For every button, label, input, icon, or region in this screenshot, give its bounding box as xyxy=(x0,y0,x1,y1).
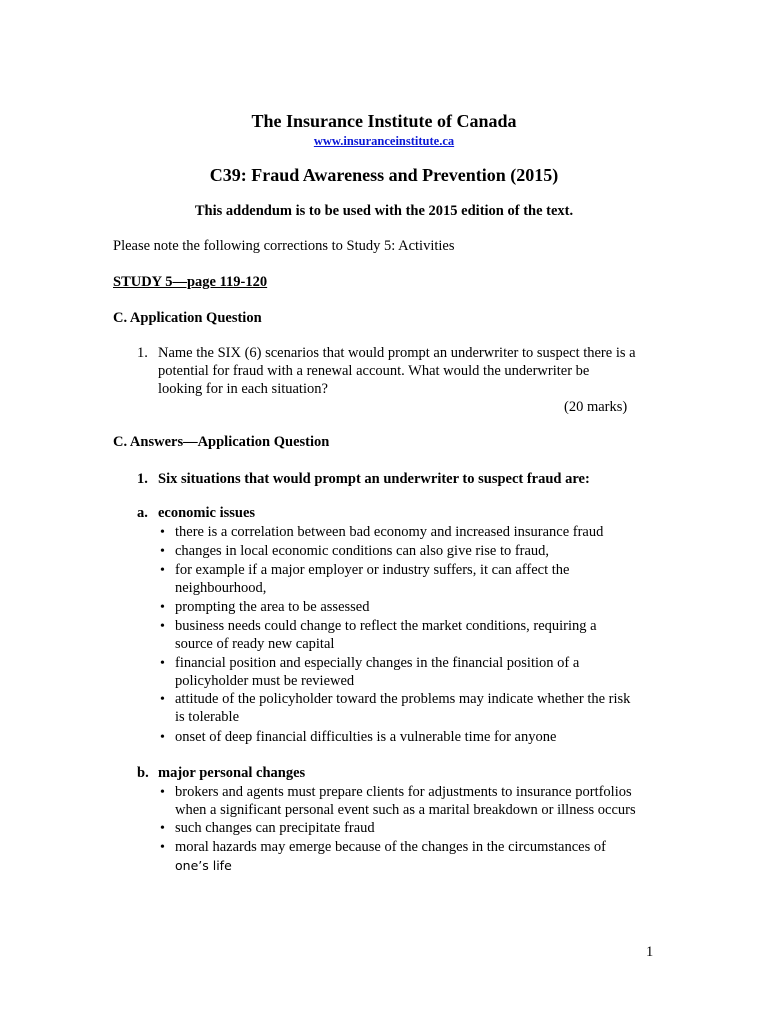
bullet-text: source of ready new capital xyxy=(175,636,335,652)
bullet-text: changes in local economic conditions can also give rise to fraud, xyxy=(175,543,550,559)
bullet-text: financial position and especially changes in the financial position of a xyxy=(175,655,580,671)
bullet-icon: • xyxy=(160,544,165,559)
question-line: Name the SIX (6) scenarios that would prompt an underwriter to suspect there is a xyxy=(158,345,636,361)
bullet-text: prompting the area to be assessed xyxy=(175,599,370,615)
bullet-text: onset of deep financial difficulties is a vulnerable time for anyone xyxy=(175,729,557,745)
answer-number: 1. xyxy=(137,471,148,487)
bullet-text: when a significant personal event such as a marital breakdown or illness occurs xyxy=(175,802,636,818)
bullet-icon: • xyxy=(160,563,165,578)
section-letter: b. xyxy=(137,765,149,781)
bullet-icon: • xyxy=(160,840,165,855)
bullet-icon: • xyxy=(160,525,165,540)
bullet-text: such changes can precipitate fraud xyxy=(175,820,375,836)
bullet-text: one’s life xyxy=(175,858,232,873)
bullet-icon: • xyxy=(160,730,165,745)
bullet-text: attitude of the policyholder toward the problems may indicate whether the risk xyxy=(175,691,631,707)
course-title: C39: Fraud Awareness and Prevention (2015) xyxy=(209,165,559,185)
bullet-text: there is a correlation between bad economy and increased insurance fraud xyxy=(175,524,604,540)
bullet-text: moral hazards may emerge because of the changes in the circumstances of xyxy=(175,839,606,855)
bullet-text: is tolerable xyxy=(175,709,240,725)
org-title: The Insurance Institute of Canada xyxy=(251,111,517,131)
bullet-icon: • xyxy=(160,600,165,615)
bullet-icon: • xyxy=(160,619,165,634)
bullet-icon: • xyxy=(160,821,165,836)
section-letter: a. xyxy=(137,505,148,521)
page-number: 1 xyxy=(646,944,654,960)
study-heading: STUDY 5—page 119-120 xyxy=(113,274,268,290)
website-link[interactable]: www.insuranceinstitute.ca xyxy=(313,134,455,148)
intro-text: Please note the following corrections to Study 5: Activities xyxy=(113,238,455,254)
bullet-text: business needs could change to reflect the market conditions, requiring a xyxy=(175,618,597,634)
answer-intro: Six situations that would prompt an underwriter to suspect fraud are: xyxy=(158,471,590,487)
bullet-text: policyholder must be reviewed xyxy=(175,673,355,689)
section-title: economic issues xyxy=(158,505,256,521)
question-line: potential for fraud with a renewal account. What would the underwriter be xyxy=(158,363,590,379)
answers-heading: C. Answers—Application Question xyxy=(113,434,330,450)
bullet-text: brokers and agents must prepare clients for adjustments to insurance portfolios xyxy=(175,784,632,800)
question-number: 1. xyxy=(137,345,148,361)
bullet-text: neighbourhood, xyxy=(175,580,267,596)
addendum-note: This addendum is to be used with the 2015 edition of the text. xyxy=(194,203,574,219)
bullet-text: for example if a major employer or industry suffers, it can affect the xyxy=(175,562,570,578)
question-marks: (20 marks) xyxy=(564,399,628,415)
application-heading: C. Application Question xyxy=(113,310,262,326)
bullet-icon: • xyxy=(160,785,165,800)
section-title: major personal changes xyxy=(158,765,306,781)
bullet-icon: • xyxy=(160,656,165,671)
bullet-icon: • xyxy=(160,692,165,707)
question-line: looking for in each situation? xyxy=(158,381,328,397)
